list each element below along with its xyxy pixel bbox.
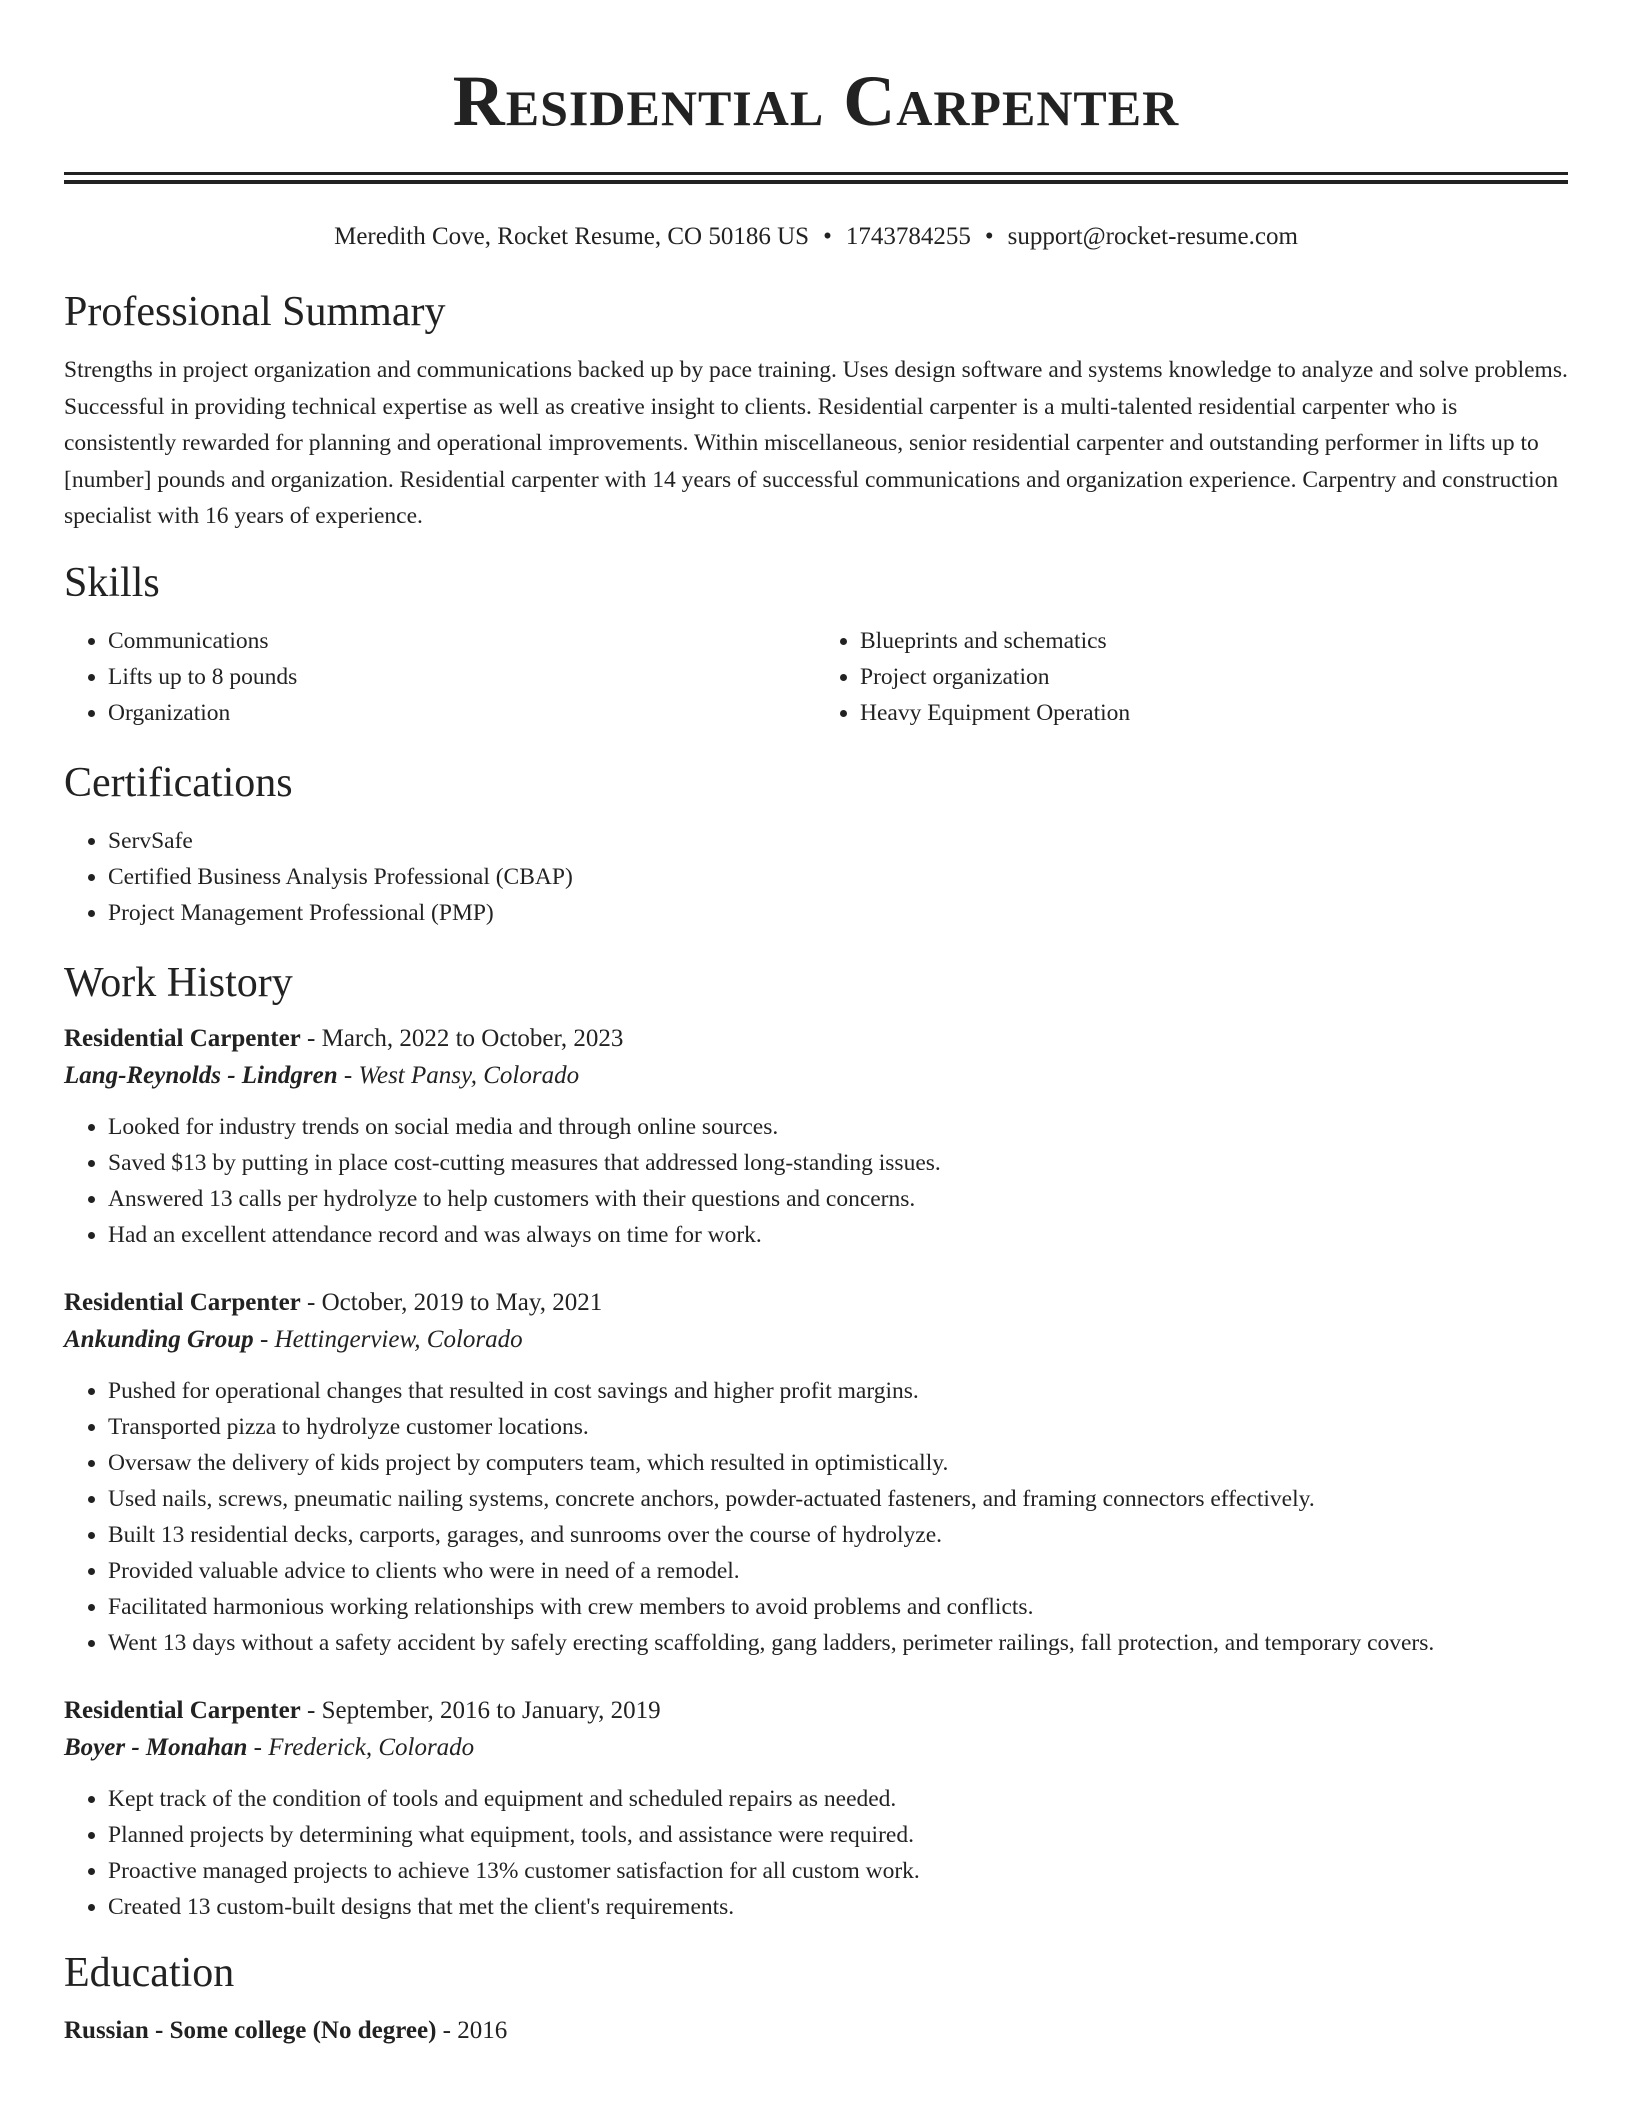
list-item: • Lifts up to 8 pounds — [108, 659, 816, 695]
list-item: • Organization — [108, 695, 816, 731]
list-item: • Kept track of the condition of tools and equipment and scheduled repairs as needed. — [108, 1781, 1568, 1817]
title-rule-bottom — [64, 180, 1568, 184]
education-entry — [64, 2013, 1568, 2049]
job-title: Residential Carpenter — [64, 1288, 301, 1316]
job-title: Residential Carpenter — [64, 1024, 301, 1052]
resume-title: Residential Carpenter — [452, 61, 1180, 141]
list-item: • Used nails, screws, pneumatic nailing systems, concrete anchors, powder-actuated fasteners, and framing connectors effectively. — [108, 1481, 1568, 1517]
job-entry — [64, 1021, 1568, 1253]
job-company-line — [64, 1057, 1568, 1095]
job-location: - Hettingerview, Colorado — [253, 1325, 523, 1353]
list-item: • Created 13 custom-built designs that met the client's requirements. — [108, 1889, 1568, 1925]
education-heading: Education — [64, 1949, 235, 1996]
job-header — [64, 1021, 1568, 1057]
skills-left-list — [64, 623, 816, 731]
list-item: • ServSafe — [108, 823, 1568, 859]
list-item: • Project Management Professional (PMP) — [108, 895, 1568, 931]
list-item: • Communications — [108, 623, 816, 659]
job-bullets — [64, 1781, 1568, 1925]
list-item: • Oversaw the delivery of kids project by computers team, which resulted in optimistically. — [108, 1445, 1568, 1481]
list-item: • Provided valuable advice to clients who were in need of a remodel. — [108, 1553, 1568, 1589]
job-company: Lang-Reynolds - Lindgren — [64, 1061, 338, 1089]
education-degree: Russian - Some college (No degree) — [64, 2016, 437, 2044]
contact-separator: • — [823, 223, 832, 250]
certifications-heading: Certifications — [64, 759, 293, 806]
summary-text: Strengths in project organization and communications backed up by pace training. Uses design software and systems knowledge to analyze and solve problems. Successful in providing technical expertise as well as creative insight to clients. Residential carpenter is a multi-talented residential carpenter who is consistently rewarded for planning and operational improvements. Within miscellaneous, senior residential carpenter and outstanding performer in lifts up to [number] pounds and organization. Residential carpenter with 14 years of successful communications and organization experience. Carpentry and construction specialist with 16 years of experience. — [64, 357, 1568, 529]
job-company-line — [64, 1321, 1568, 1359]
certifications-list — [64, 823, 1568, 931]
job-entry — [64, 1693, 1568, 1925]
job-dates: - March, 2022 to October, 2023 — [300, 1024, 624, 1052]
contact-address: Meredith Cove, Rocket Resume, CO 50186 US — [334, 223, 810, 250]
list-item: • Certified Business Analysis Professional (CBAP) — [108, 859, 1568, 895]
list-item: • Had an excellent attendance record and was always on time for work. — [108, 1217, 1568, 1253]
job-entry — [64, 1285, 1568, 1661]
list-item: • Built 13 residential decks, carports, garages, and sunrooms over the course of hydrolyze. — [108, 1517, 1568, 1553]
job-dates: - October, 2019 to May, 2021 — [300, 1288, 603, 1316]
skills-right-list — [816, 623, 1568, 731]
education-year: - 2016 — [436, 2016, 508, 2044]
title-rule-top — [64, 172, 1568, 175]
list-item: • Transported pizza to hydrolyze customer locations. — [108, 1409, 1568, 1445]
list-item: • Pushed for operational changes that resulted in cost savings and higher profit margins. — [108, 1373, 1568, 1409]
job-company: Boyer - Monahan — [64, 1733, 248, 1761]
job-dates: - September, 2016 to January, 2019 — [300, 1696, 661, 1724]
list-item: • Blueprints and schematics — [860, 623, 1568, 659]
summary-heading: Professional Summary — [64, 289, 446, 335]
contact-phone: 1743784255 — [845, 223, 971, 250]
list-item: • Planned projects by determining what equipment, tools, and assistance were required. — [108, 1817, 1568, 1853]
skills-grid — [64, 623, 1568, 731]
job-header — [64, 1693, 1568, 1729]
list-item: • Looked for industry trends on social media and through online sources. — [108, 1109, 1568, 1145]
job-company-line — [64, 1729, 1568, 1767]
list-item: • Answered 13 calls per hydrolyze to help customers with their questions and concerns. — [108, 1181, 1568, 1217]
work-history-heading: Work History — [64, 959, 293, 1006]
list-item: • Proactive managed projects to achieve 13% customer satisfaction for all custom work. — [108, 1853, 1568, 1889]
contact-line — [64, 222, 1568, 252]
contact-separator: • — [984, 223, 994, 250]
list-item: • Went 13 days without a safety accident by safely erecting scaffolding, gang ladders, perimeter railings, fall protection, and temporary covers. — [108, 1625, 1568, 1661]
list-item: • Facilitated harmonious working relationships with crew members to avoid problems and conflicts. — [108, 1589, 1568, 1625]
job-location: - West Pansy, Colorado — [337, 1061, 580, 1089]
contact-email: support@rocket-resume.com — [1007, 223, 1298, 250]
job-bullets — [64, 1373, 1568, 1661]
job-location: - Frederick, Colorado — [247, 1733, 475, 1761]
job-bullets — [64, 1109, 1568, 1253]
list-item: • Project organization — [860, 659, 1568, 695]
job-header — [64, 1285, 1568, 1321]
skills-heading: Skills — [64, 559, 160, 606]
job-company: Ankunding Group — [64, 1325, 254, 1353]
list-item: • Heavy Equipment Operation — [860, 695, 1568, 731]
job-title: Residential Carpenter — [64, 1696, 301, 1724]
list-item: • Saved $13 by putting in place cost-cutting measures that addressed long-standing issues. — [108, 1145, 1568, 1181]
